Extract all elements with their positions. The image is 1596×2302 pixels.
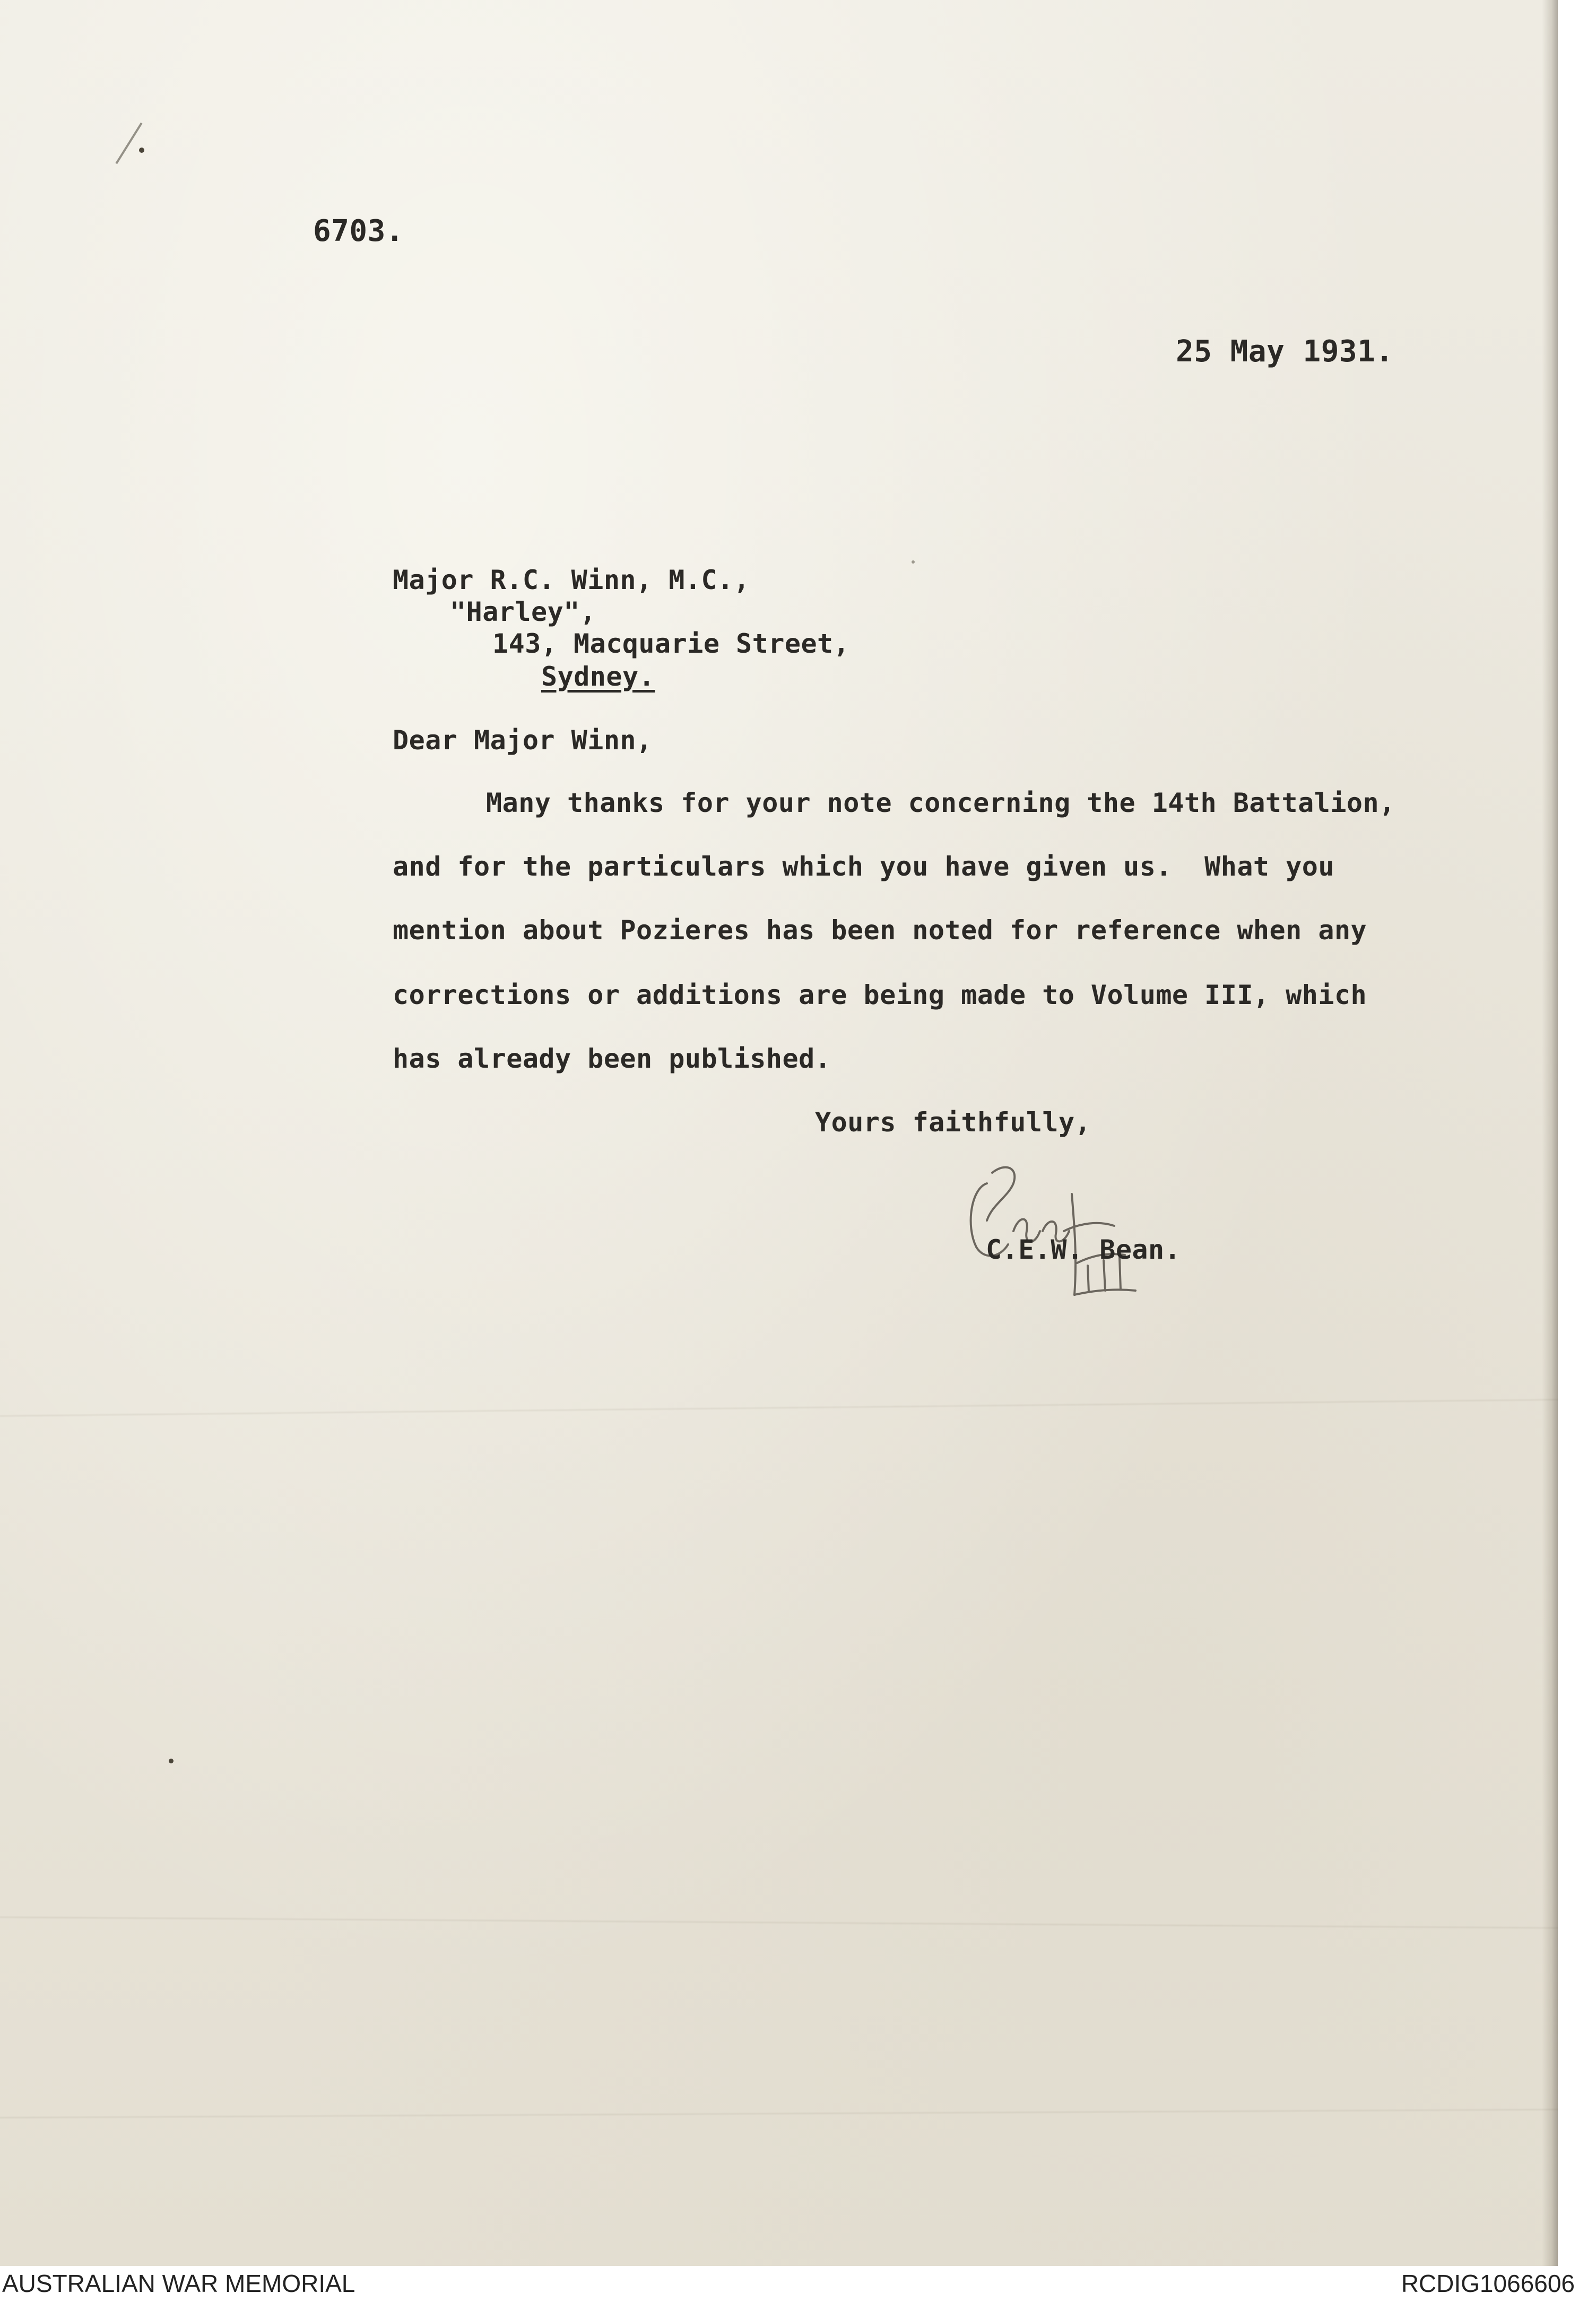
body-line: and for the particulars which you have given us. What you <box>393 851 1334 882</box>
signatory-name: C.E.W. Bean. <box>986 1234 1181 1265</box>
body-line: mention about Pozieres has been noted for reference when any <box>393 915 1367 946</box>
body-line: Many thanks for your note concerning the 14th Battalion, <box>486 787 1395 818</box>
address-line-city: Sydney. <box>541 661 655 692</box>
address-line-street: 143, Macquarie Street, <box>492 628 850 659</box>
paper-scratch-mark <box>115 123 142 164</box>
body-line: has already been published. <box>393 1043 831 1074</box>
letter-date: 25 May 1931. <box>1176 334 1394 369</box>
ink-speck <box>912 560 915 564</box>
archive-credit: AUSTRALIAN WAR MEMORIAL <box>2 2270 355 2297</box>
ink-speck <box>169 1759 174 1763</box>
paper-crease <box>0 1916 1558 1929</box>
file-number: 6703. <box>313 214 404 248</box>
paper-crease <box>0 1398 1558 1418</box>
archive-record-id: RCDIG1066606 <box>1401 2270 1575 2297</box>
address-line-house: "Harley", <box>450 596 596 627</box>
closing: Yours faithfully, <box>815 1107 1091 1138</box>
pin-hole-mark <box>139 148 144 153</box>
salutation: Dear Major Winn, <box>393 725 653 756</box>
paper-crease <box>0 2108 1558 2119</box>
body-line: corrections or additions are being made to Volume III, which <box>393 980 1367 1010</box>
address-line-name: Major R.C. Winn, M.C., <box>393 565 750 595</box>
